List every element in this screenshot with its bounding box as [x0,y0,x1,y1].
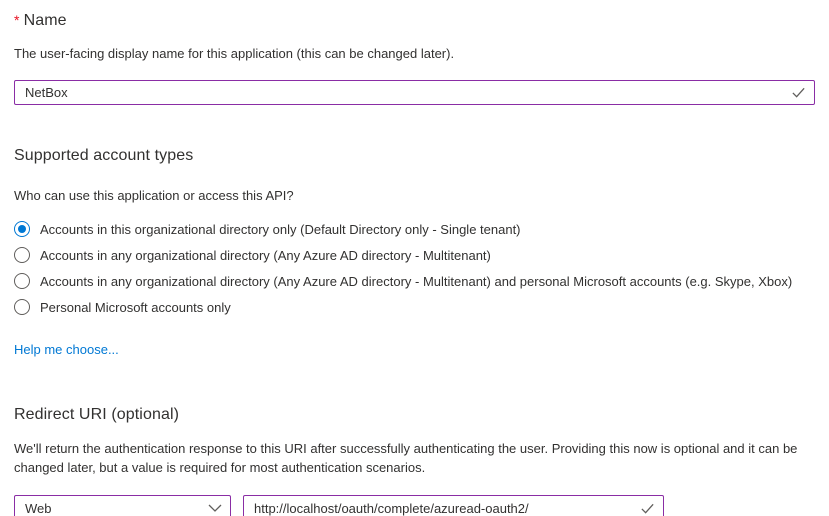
platform-select[interactable]: Web [14,495,231,516]
redirect-uri-section [14,406,815,516]
radio-button-icon[interactable] [14,299,30,315]
radio-button-icon[interactable] [14,221,30,237]
account-types-title: Supported account types [14,147,194,164]
radio-option-personal-only[interactable] [14,294,815,320]
radio-option-label: Accounts in this organizational directory only (Default Directory only - Single tenant) [40,221,521,237]
account-types-question: Who can use this application or access this API? [14,188,294,203]
name-input[interactable] [14,80,815,105]
required-asterisk: * [14,12,20,28]
account-types-section [14,147,815,359]
radio-button-icon[interactable] [14,247,30,263]
radio-option-multitenant[interactable] [14,242,815,268]
radio-option-label: Accounts in any organizational directory (Any Azure AD directory - Multitenant) and personal Microsoft accounts (e.g. Skype, Xbox) [40,273,793,289]
radio-button-icon[interactable] [14,273,30,289]
radio-option-label: Accounts in any organizational directory (Any Azure AD directory - Multitenant) [40,247,491,263]
name-input-container [14,80,815,105]
radio-option-label: Personal Microsoft accounts only [40,299,231,315]
name-description: The user-facing display name for this application (this can be changed later). [14,46,455,61]
redirect-uri-row [14,495,815,516]
radio-option-multitenant-personal[interactable] [14,268,815,294]
redirect-uri-title: Redirect URI (optional) [14,406,180,423]
name-section-header [14,12,815,30]
redirect-uri-input-container [243,495,664,516]
redirect-uri-description: We'll return the authentication response to this URI after successfully authenticating the user. Providing this now is optional and it can be changed later, but a value is required for most authentication scenarios. [14,441,798,475]
help-me-choose-link[interactable]: Help me choose... [14,342,119,357]
account-types-radio-group [14,216,815,320]
platform-select-container [14,495,231,516]
radio-option-single-tenant[interactable] [14,216,815,242]
name-section-title: Name [23,12,67,29]
redirect-uri-input[interactable] [243,495,664,516]
